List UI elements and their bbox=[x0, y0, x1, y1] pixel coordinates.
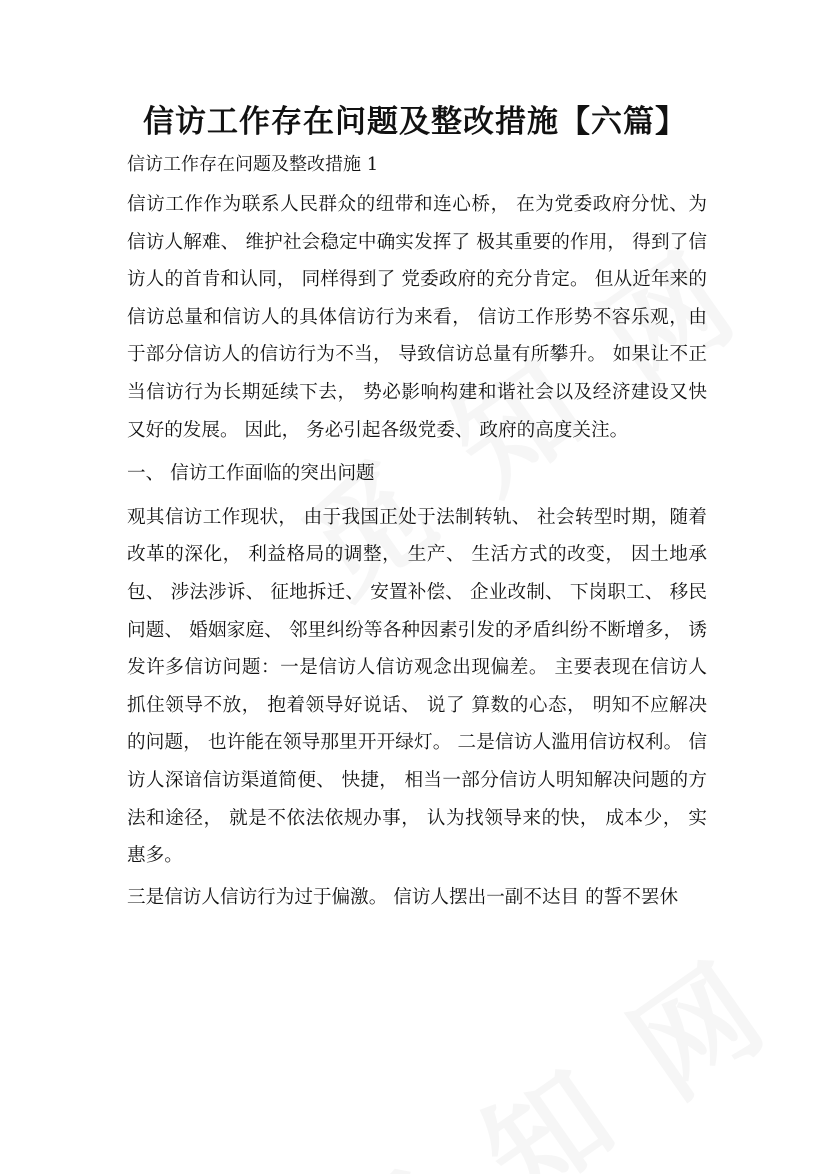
body-paragraph: 观其信访工作现状， 由于我国正处于法制转轨、 社会转型时期，随着改革的深化， 利益格局的调整， 生产、 生活方式的改变， 因土地承包、 涉法涉诉、 征地拆迁、 安置补偿、 企业改制、 下岗职工、 移民问题、 婚姻家庭、 邻里纠纷等各种因素引发的矛盾纠纷不断增多， 诱发许多信访问题：一是信访人信访观念出现偏差。 主要表现在信访人抓住领导不放， 抱着领导好说话、 说了 算数的心态， 明知不应解决的问题， 也许能在领导那里开开绿灯。 二是信访人滥用信访权利。 信访人深谙信访渠道简便、 快捷， 相当一部分信访人明知解决问题的方法和途径， 就是不依法依规办事， 认为找领导来的快， 成本少， 实惠多。 bbox=[127, 506, 707, 867]
document-title: 信访工作存在问题及整改措施【六篇】 bbox=[143, 104, 687, 140]
document-subtitle: 信访工作存在问题及整改措施 1 bbox=[127, 154, 379, 175]
body-paragraph: 三是信访人信访行为过于偏激。 信访人摆出一副不达目 的誓不罢休 bbox=[127, 886, 679, 908]
section-heading: 一、 信访工作面临的突出问题 bbox=[127, 463, 375, 485]
watermark bbox=[295, 914, 798, 1174]
body-paragraph: 信访工作作为联系人民群众的纽带和连心桥， 在为党委政府分忧、为信访人解难、 维护社会稳定中确实发挥了 极其重要的作用， 得到了信访人的首肯和认同， 同样得到了 党委政府的充分肯定。 但从近年来的信访总量和信访人的具体信访行为来看， 信访工作形势不容乐观，由于部分信访人的信访行为不当， 导致信访总量有所攀升。 如果让不正当信访行为长期延续下去， 势必影响构建和谐社会以及经济建设又快又好的发展。 因此， 务必引起各级党委、 政府的高度关注。 bbox=[127, 194, 707, 441]
document-body bbox=[127, 148, 707, 916]
